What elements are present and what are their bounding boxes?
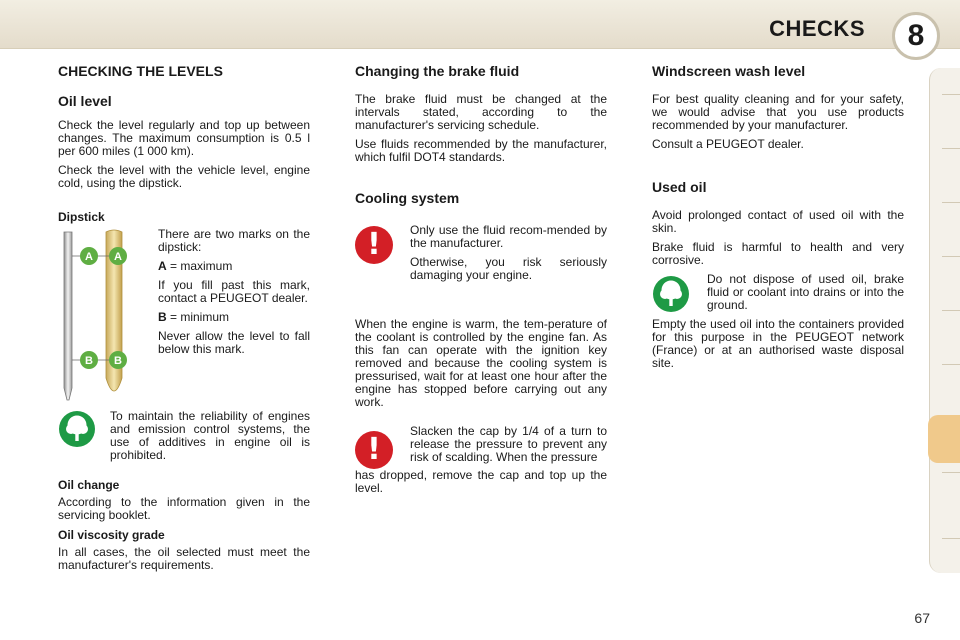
chapter-number-badge: 8 (892, 12, 940, 60)
warning-icon-box (355, 425, 410, 469)
tree-icon (652, 275, 690, 313)
tab-divider (942, 148, 960, 149)
tree-icon (58, 410, 96, 448)
warning-icon-box (355, 224, 410, 264)
exclamation-icon: ! (355, 431, 393, 469)
brake-fluid-schedule-text: The brake fluid must be changed at the intervals stated, according to the manufacturer's servicing schedule. (355, 92, 607, 132)
viscosity-heading: Oil viscosity grade (58, 528, 165, 542)
exclamation-icon: ! (355, 226, 393, 264)
active-chapter-tab[interactable] (928, 415, 960, 463)
column-left (58, 60, 310, 578)
additives-text: To maintain the reliability of engines and emission control systems, the use of additives in engine oil is prohibited. (110, 409, 310, 462)
coolant-warning-p2: Otherwise, you risk seriously damaging your engine. (410, 255, 607, 282)
mark-a-letter: A (158, 259, 167, 273)
dipstick-label-a: A (85, 251, 93, 263)
tab-divider (942, 538, 960, 539)
dipstick-label-a: A (114, 251, 122, 263)
tab-divider (942, 364, 960, 365)
metal-dipstick-shape (64, 232, 72, 400)
used-oil-heading: Used oil (652, 179, 707, 195)
oil-level-dipstick-text: Check the level with the vehicle level, engine cold, using the dipstick. (58, 163, 310, 190)
scalding-warning-text: Slacken the cap by 1/4 of a turn to release the pressure to prevent any risk of scalding. When the pressure (410, 424, 607, 464)
page-number: 67 (914, 610, 930, 626)
mark-a-note: If you fill past this mark, contact a PEUGEOT dealer. (158, 278, 310, 305)
coolant-warning-text (410, 224, 607, 288)
used-oil-skin-text: Avoid prolonged contact of used oil with the skin. (652, 208, 904, 235)
dipstick-block (58, 228, 310, 410)
viscosity-text: In all cases, the oil selected must meet the manufacturer's requirements. (58, 545, 310, 572)
scalding-warning (355, 425, 607, 469)
column-middle (355, 60, 607, 501)
mark-b-meaning: = minimum (166, 310, 230, 324)
tab-divider (942, 310, 960, 311)
coolant-warning-p1: Only use the fluid recom-mended by the manufacturer. (410, 223, 607, 250)
chapter-tabs (929, 68, 960, 573)
mark-b-letter: B (158, 310, 167, 324)
oil-change-text: According to the information given in the servicing booklet. (58, 495, 310, 522)
environment-icon-box (652, 273, 707, 318)
chapter-title: CHECKS (769, 16, 865, 41)
brake-fluid-standard-text: Use fluids recommended by the manufacturer, which fulfil DOT4 standards. (355, 137, 607, 164)
windscreen-wash-dealer: Consult a PEUGEOT dealer. (652, 137, 804, 151)
used-oil-brake-text: Brake fluid is harmful to health and very corrosive. (652, 240, 904, 267)
mark-b-definition (158, 311, 310, 324)
dipstick-marks-text (158, 228, 310, 362)
disposal-notice-text: Do not dispose of used oil, brake fluid or coolant into drains or into the ground. (707, 272, 904, 312)
mark-a-definition (158, 260, 310, 273)
tab-divider (942, 94, 960, 95)
scalding-warning-continued: has dropped, remove the cap and top up the level. (355, 468, 607, 495)
column-right (652, 60, 904, 376)
windscreen-wash-text: For best quality cleaning and for your safety, we would advise that you use products recommended by your manufacturer. (652, 92, 904, 132)
tab-divider (942, 256, 960, 257)
mark-b-note: Never allow the level to fall below this mark. (158, 329, 310, 356)
oil-change-heading: Oil change (58, 478, 120, 492)
additives-notice (58, 410, 310, 468)
used-oil-containers-text: Empty the used oil into the containers provided for this purpose in the PEUGEOT network (France) or at an authorised waste disposal site. (652, 317, 904, 370)
dipstick-intro: There are two marks on the dipstick: (158, 227, 310, 254)
cooling-system-text: When the engine is warm, the tem-perature of the coolant is controlled by the engine fan. As this fan can operate with the ignition key removed and because the cooling system is pressurised, wait for at least one hour after the engine has stopped before carrying out any work. (355, 317, 607, 409)
brake-fluid-heading: Changing the brake fluid (355, 63, 520, 79)
oil-level-heading: Oil level (58, 93, 112, 109)
coolant-warning (355, 224, 607, 288)
section-title: CHECKING THE LEVELS (58, 63, 223, 79)
mark-a-meaning: = maximum (166, 259, 233, 273)
windscreen-wash-heading: Windscreen wash level (652, 63, 806, 79)
dipstick-label-b: B (114, 355, 122, 367)
oil-level-text: Check the level regularly and top up between changes. The maximum consumption is 0.5 l per 600 miles (1 000 km). (58, 118, 310, 158)
dipstick-illustration (58, 228, 158, 410)
cooling-system-heading: Cooling system (355, 190, 460, 206)
environment-icon-box (58, 410, 110, 453)
tab-divider (942, 202, 960, 203)
disposal-notice (652, 273, 904, 318)
dipstick-heading: Dipstick (58, 210, 105, 224)
dipstick-label-b: B (85, 355, 93, 367)
tab-divider (942, 472, 960, 473)
